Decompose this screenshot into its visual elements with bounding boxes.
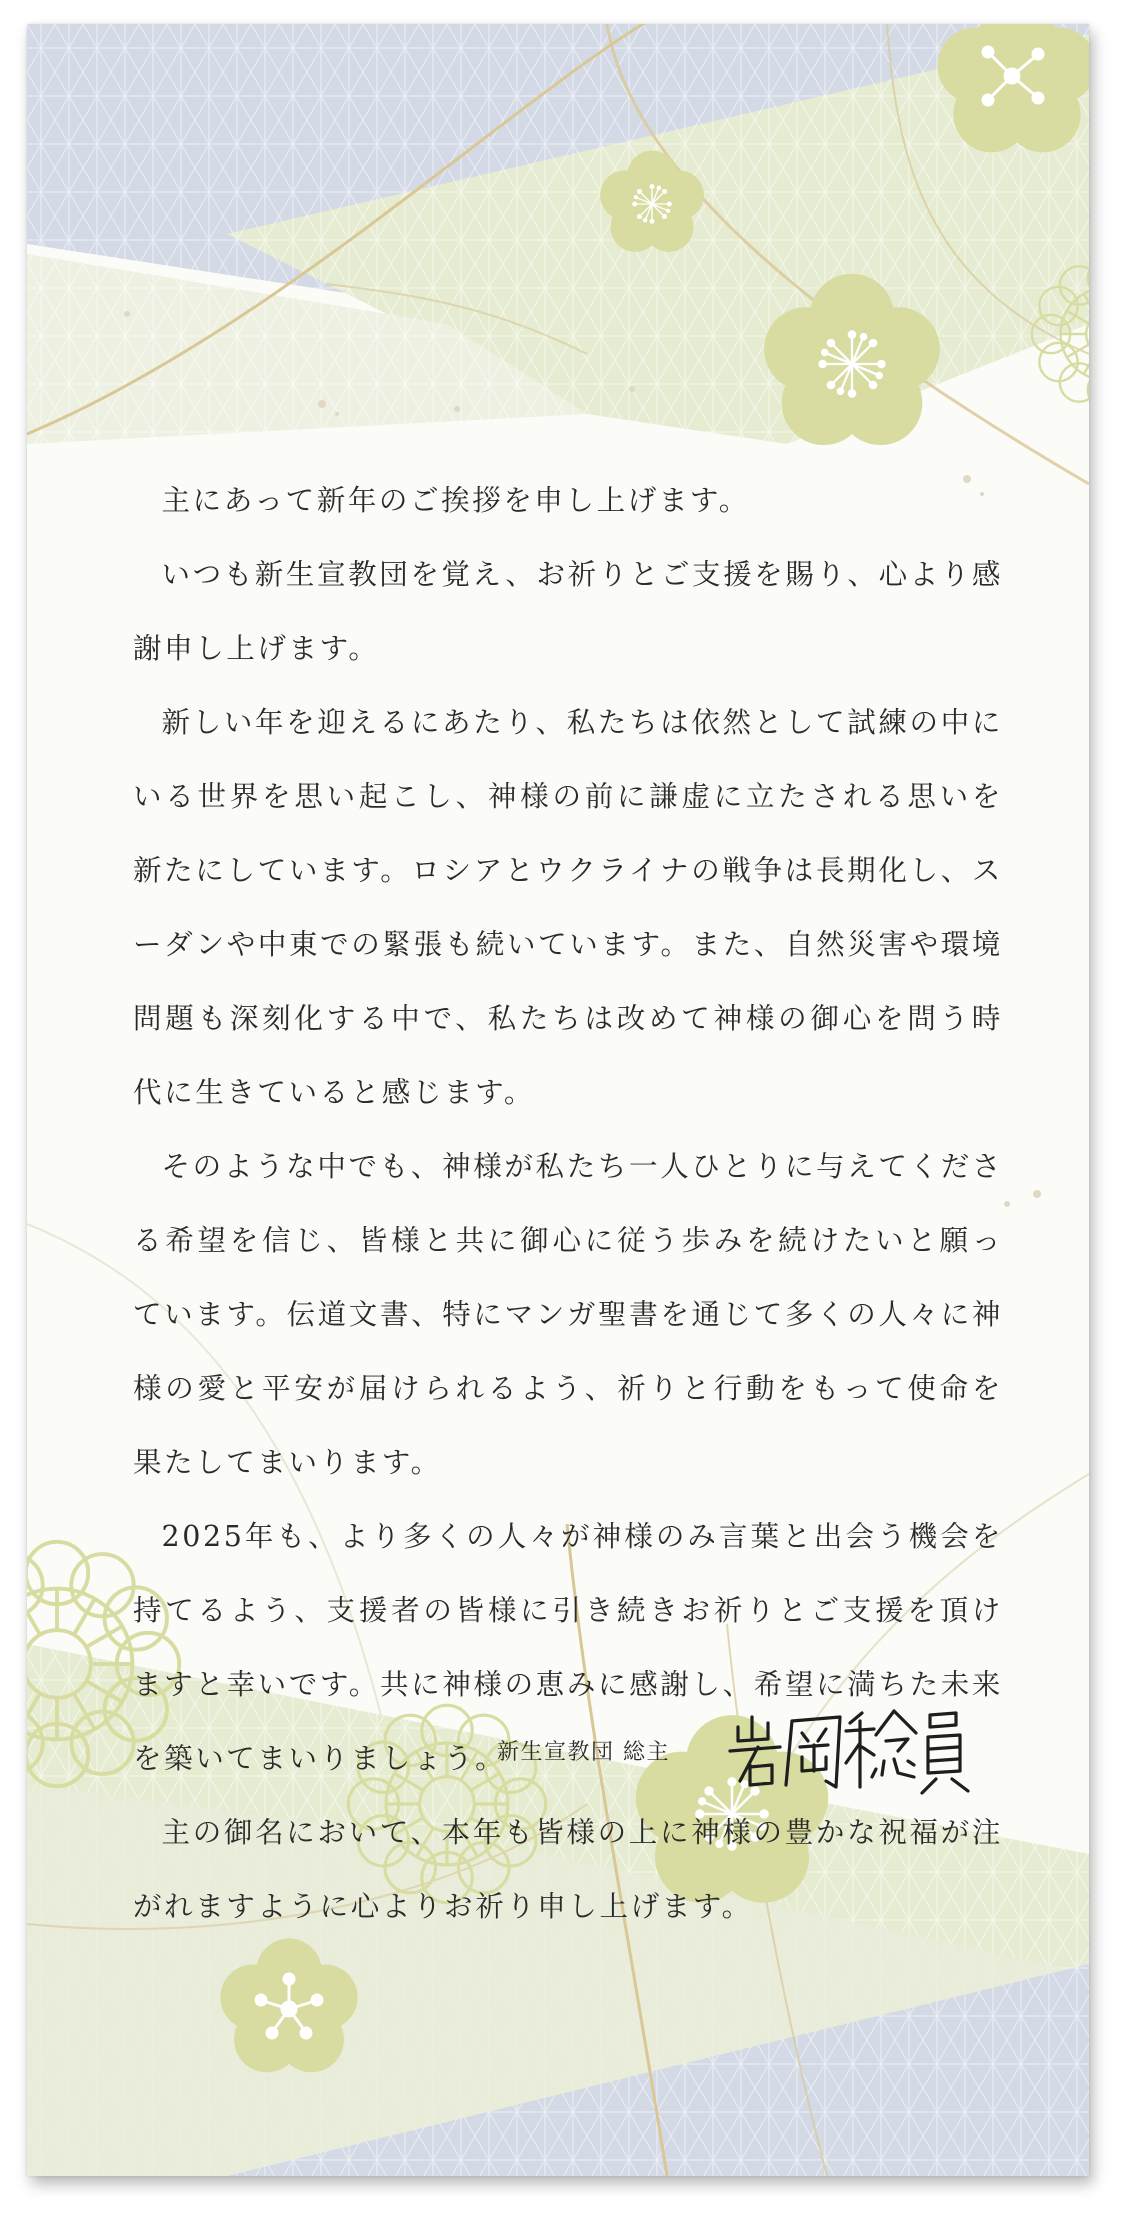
paragraph-world-situation: 新しい年を迎えるにあたり、私たちは依然として試練の中にいる世界を思い起こし、神様の前に謙虚に立たされる思いを新たにしています。ロシアとウクライナの戦争は長期化し、スーダンや中東での緊張も続いています。また、自然災害や環境問題も深刻化する中で、私たちは改めて神様の御心を問う時代に生きていると感じます。	[133, 706, 1003, 1109]
organization-label: 新生宣教団 総主	[497, 1740, 670, 1765]
paragraph-blessing: 主の御名において、本年も皆様の上に神様の豊かな祝福が注がれますように心よりお祈り申し上げます。	[133, 1816, 1003, 1923]
paragraph-hope: そのような中でも、神様が私たち一人ひとりに与えてくださる希望を信じ、皆様と共に御心に従う歩みを続けたいと願っています。伝道文書、特にマンガ聖書を通じて多くの人々に神様の愛と平安が届けられるよう、祈りと行動をもって使命を果たしてまいります。	[133, 1150, 1003, 1479]
paragraph-thanks: いつも新生宣教団を覚え、お祈りとご支援を賜り、心より感謝申し上げます。	[133, 558, 1003, 665]
paragraph-greeting: 主にあって新年のご挨拶を申し上げます。	[161, 484, 750, 517]
signature-block	[497, 1699, 1017, 1809]
handwritten-signature	[722, 1699, 972, 1799]
plum-blossom-top-3	[937, 24, 1089, 152]
greeting-card	[27, 24, 1089, 2176]
top-stripes	[27, 24, 1089, 444]
paragraph-2025: 2025年も、より多くの人々が神様のみ言葉と出会う機会を持てるよう、支援者の皆様に引き続きお祈りとご支援を頂けますと幸いです。共に神様の恵みに感謝し、希望に満ちた未来を築いてまいりましょう。	[133, 1520, 1003, 1775]
